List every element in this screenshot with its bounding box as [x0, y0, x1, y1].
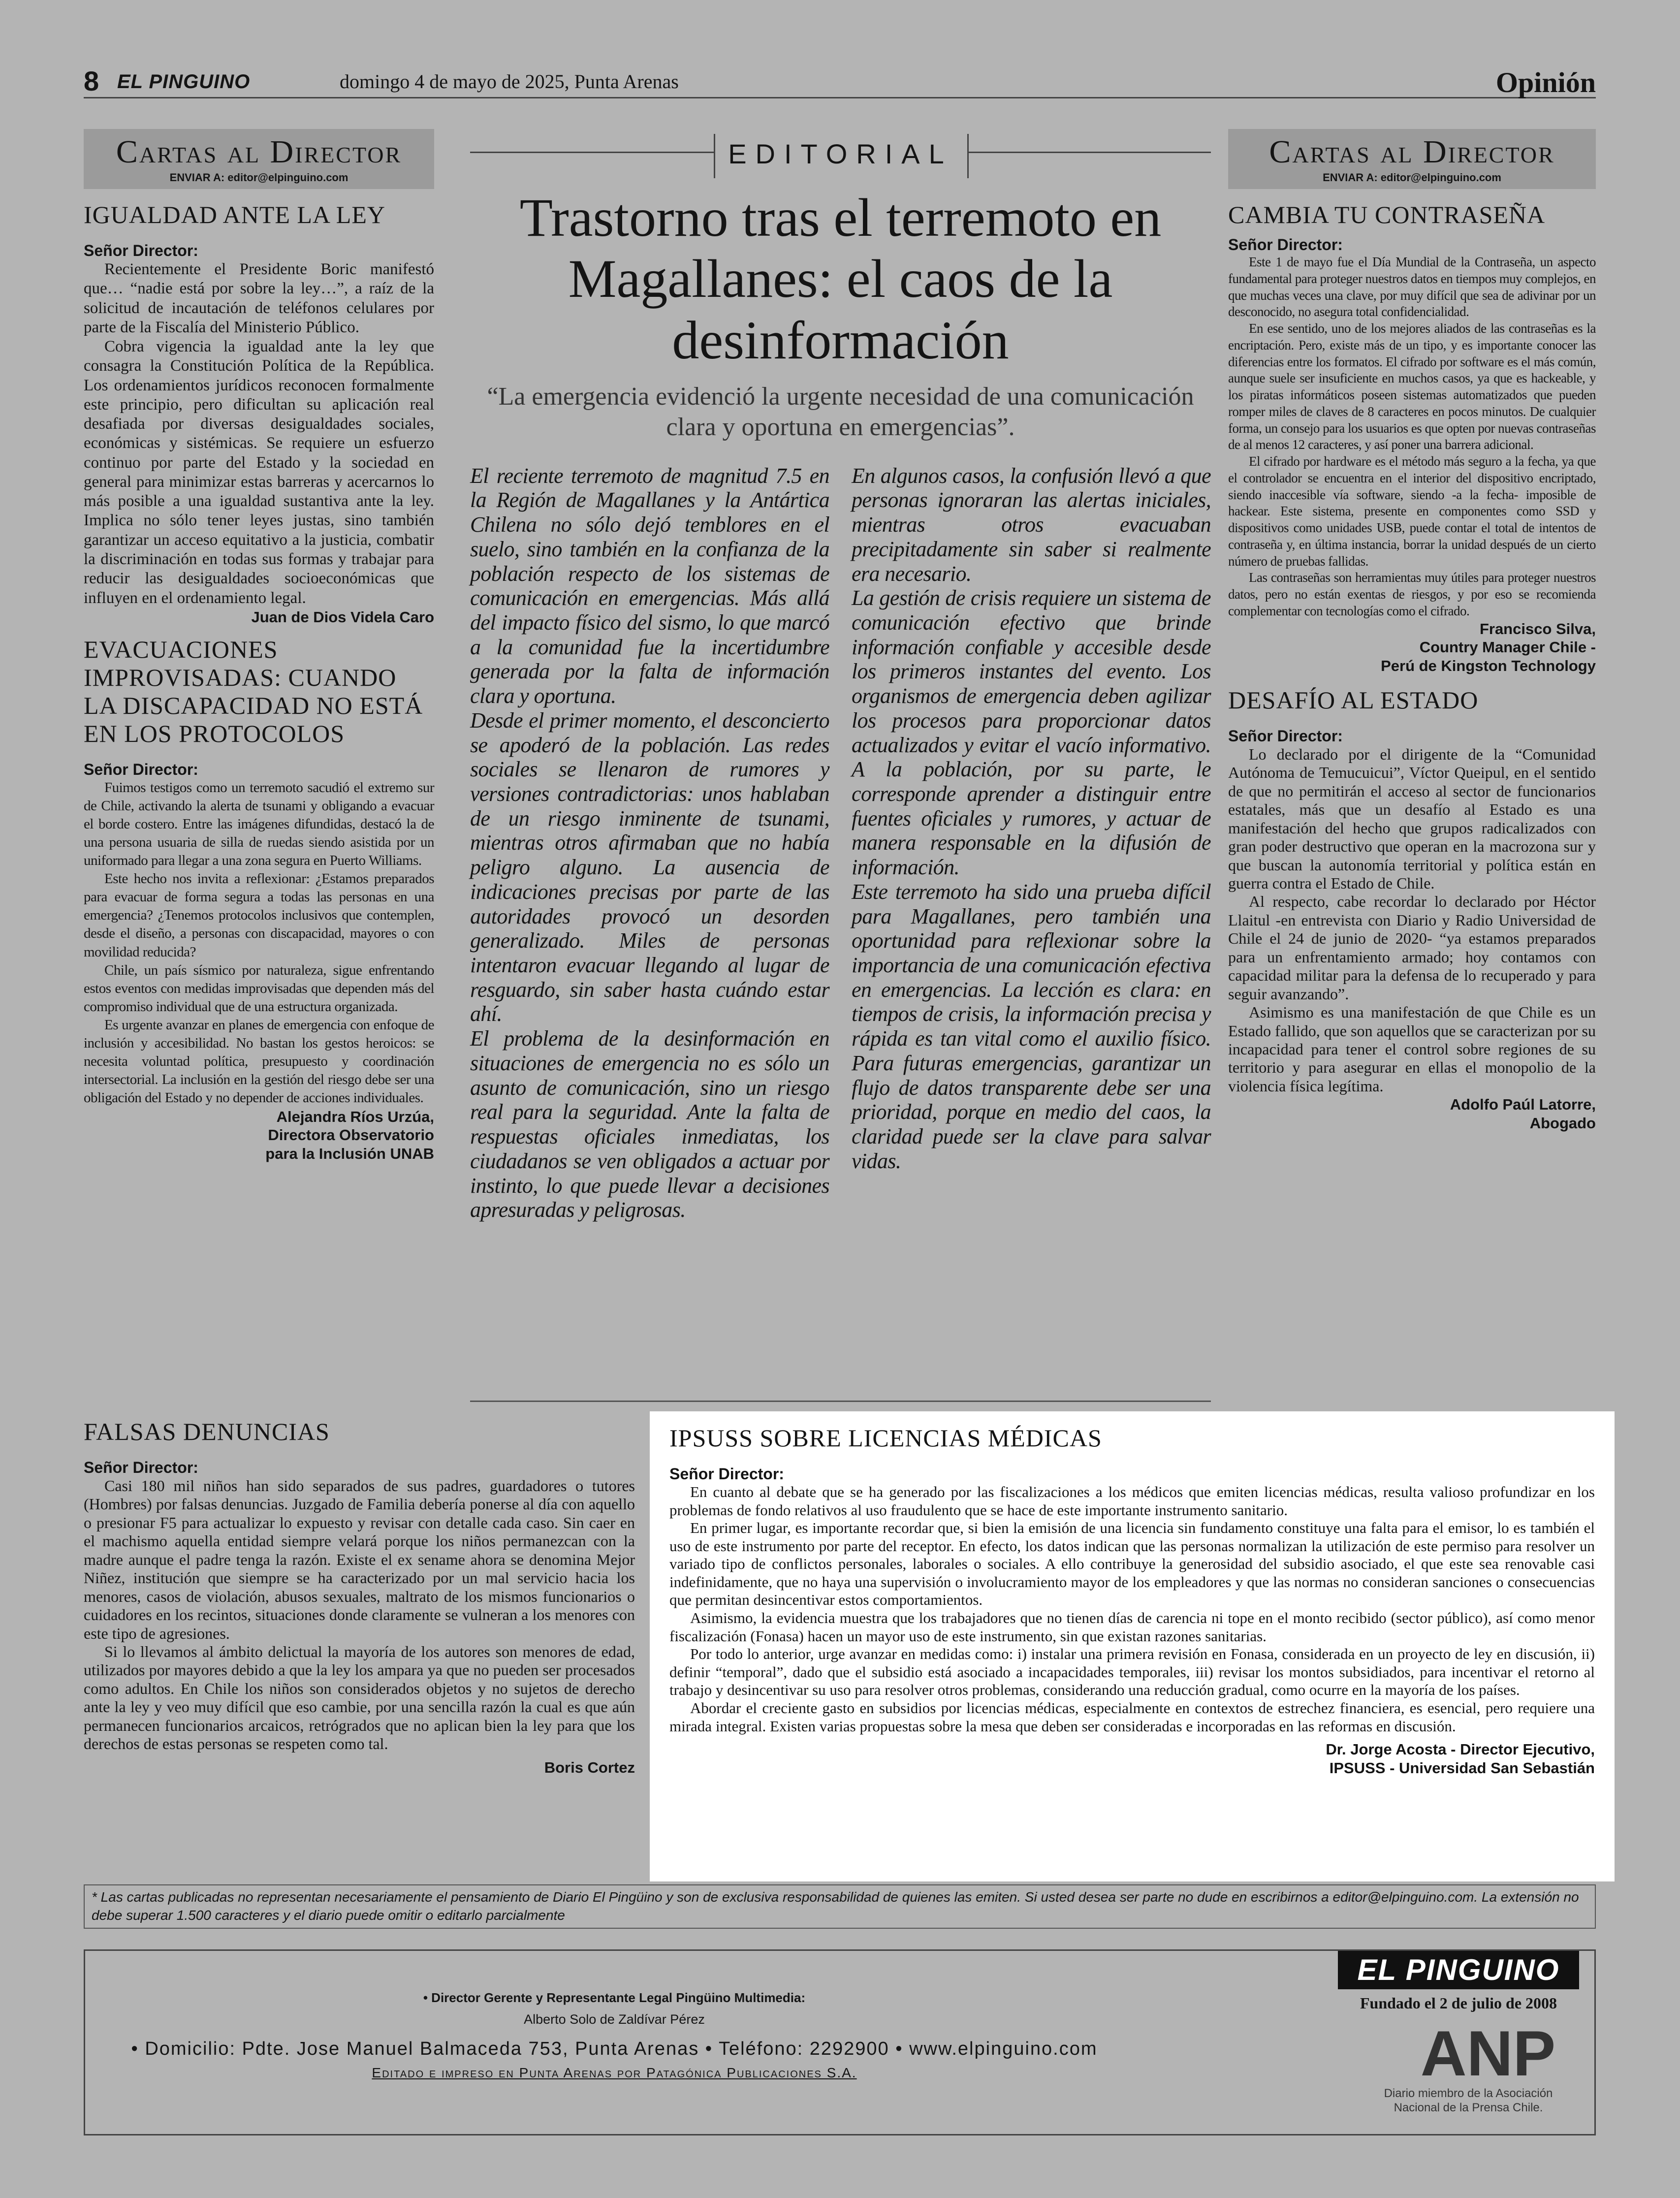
- footer-brand: EL PINGUINO: [1338, 1951, 1579, 1989]
- section-title: Opinión: [1495, 66, 1596, 98]
- letter-heading: DESAFÍO AL ESTADO: [1228, 686, 1479, 714]
- edited-line: Editado e impreso en Punta Arenas por Patagónica Publicaciones S.A.: [372, 2065, 857, 2080]
- letter-signature: [1228, 1095, 1596, 1133]
- page-header: [84, 65, 1596, 98]
- letter-paragraph: Al respecto, cabe recordar lo declarado por Héctor Llaitul -en entrevista con Diario y Radio Universidad de Chile el 24 de junio de 2020- “ya estamos preparados para un enfrentamiento armado; hoy contamos con capacidad militar para la defensa de lo recuperado y para seguir avanzando”.: [1228, 892, 1596, 1003]
- letter-paragraph: El cifrado por hardware es el método más seguro a la fecha, ya que el controlador se encuentra en el interior del dispositivo encriptado, siendo inaccesible vía software, siendo -a la fecha- imposible de hackear. Este sistema, presente en componentes como SSD y dispositivos como unidades USB, puede contar el total de intentos de contraseña y, en última instancia, borrar la unidad después de un cierto número de pruebas fallidas.: [1228, 454, 1596, 569]
- letter-falsas-denuncias: [84, 1418, 635, 1777]
- editorial-label-bar: [470, 129, 1211, 178]
- signature-line: Abogado: [1529, 1115, 1596, 1132]
- letter-paragraph: Es urgente avanzar en planes de emergencia con enfoque de inclusión y accesibilidad. No bastan los gestos heroicos: se necesita voluntad política, presupuesto y coordinación intersectorial. La inclusión en la gestión del riesgo debe ser una obligación del Estado y no depender de acciones individuales.: [84, 1017, 434, 1106]
- divider: [714, 134, 715, 178]
- page-number: 8: [84, 65, 99, 96]
- letter-paragraph: Recientemente el Presidente Boric manifestó que… “nadie está por sobre la ley…”, a raíz de la solicitud de incautación de teléfonos celulares por parte de la Fiscalía del Ministerio Público.: [84, 260, 434, 336]
- letter-paragraph: Este hecho nos invita a reflexionar: ¿Estamos preparados para evacuar de forma segura a todas las personas en una emergencia? ¿Tenemos protocolos inclusivos que contemplen, desde el diseño, a personas con discapacidad, mayores o con movilidad reducida?: [84, 871, 434, 960]
- anp-logo: [1399, 2014, 1577, 2088]
- letter-heading: EVACUACIONES IMPROVISADAS: CUANDO LA DISCAPACIDAD NO ESTÁ EN LOS PROTOCOLOS: [84, 635, 423, 747]
- right-letters-column: [1228, 129, 1596, 1133]
- divider: [967, 134, 969, 178]
- editorial-title: Trastorno tras el terremoto en Magallanes: el caos de la desinformación: [519, 188, 1162, 370]
- disclaimer-note: * Las cartas publicadas no representan necesariamente el pensamiento de Diario El Pingüino y son de exclusiva responsabilidad de quienes las emiten. Si usted desea ser parte no dude en escribirnos a editor@elpinguino.com. La extensión no debe superar 1.500 caracteres y el diario puede omitir o editarlo parcialmente: [84, 1884, 1596, 1929]
- editorial-paragraph: La gestión de crisis requiere un sistema de comunicación efectivo que brinde información confiable y accesible desde los primeros instantes del evento. Los organismos de emergencia deben agilizar los procesos para proporcionar datos actualizados y evitar el vacío informativo. A la población, por su parte, le corresponde aprender a distinguir entre fuentes oficiales y rumores, y actuar de manera responsable en la difusión de información.: [852, 586, 1211, 880]
- editorial-column: [470, 464, 829, 1222]
- editorial-columns: [470, 464, 1211, 1222]
- letters-email: ENVIAR A: editor@elpinguino.com: [169, 171, 349, 184]
- letter-body: [1228, 254, 1596, 620]
- letter-signature: [84, 1108, 434, 1163]
- letter-body: [1228, 745, 1596, 1095]
- director-label: • Director Gerente y Representante Legal Pingüino Multimedia:: [423, 1990, 806, 2005]
- letter-signature: Boris Cortez: [544, 1758, 635, 1776]
- letter-salutation: Señor Director:: [669, 1465, 784, 1483]
- letter-salutation: Señor Director:: [1228, 727, 1343, 745]
- left-letters-column: [84, 129, 434, 1163]
- letter-salutation: Señor Director:: [84, 1459, 198, 1476]
- letter-paragraph: Las contraseñas son herramientas muy útiles para proteger nuestros datos, pero no están exentas de riesgos, y por eso se recomienda complementar con tecnologías como el cifrado.: [1228, 570, 1596, 618]
- letter-paragraph: Por todo lo anterior, urge avanzar en medidas como: i) instalar una primera revisión en Fonasa, considerada en un proyecto de ley en discusión, ii) definir “temporal”, dado que el subsidio está asociado a incapacidades temporales, iii) revisar los montos subsidiados, para incentivar el retorno al trabajo y desincentivar su uso para resolver otros problemas, considerando una reducción gradual, como ocurre en la mayoría de los países.: [669, 1645, 1595, 1699]
- signature-line: Directora Observatorio: [268, 1126, 434, 1144]
- letter-body: [84, 260, 434, 608]
- signature-line: Francisco Silva,: [1479, 620, 1596, 637]
- letter-signature: [669, 1740, 1595, 1778]
- editorial-bottom-rule: [470, 1401, 1211, 1402]
- letter-heading: FALSAS DENUNCIAS: [84, 1418, 330, 1445]
- letter-salutation: Señor Director:: [1228, 236, 1343, 254]
- editorial-paragraph: Desde el primer momento, el desconcierto se apoderó de la población. Las redes sociales se llenaron de rumores y versiones contradictorias: unos hablaban de un riesgo inminente de tsunami, mientras otros afirmaban que no había peligro alguno. La ausencia de indicaciones precisas por parte de las autoridades provocó un desorden generalizado. Miles de personas intentaron evacuar llegando al lugar de resguardo, sin saber hasta cuándo estar ahí.: [470, 708, 829, 1026]
- signature-line: IPSUSS - Universidad San Sebastián: [1329, 1759, 1595, 1777]
- letter-paragraph: Abordar el creciente gasto en subsidios por licencias médicas, especialmente en contextos de estrechez financiera, es esencial, pero requiere una mirada integral. Existen varias propuestas sobre la mesa que deben ser consideradas e incorporadas en las reformas en discusión.: [669, 1699, 1595, 1735]
- editorial-label: EDITORIAL: [728, 138, 953, 169]
- date-line: domingo 4 de mayo de 2025, Punta Arenas: [340, 70, 679, 93]
- letter-paragraph: Este 1 de mayo fue el Día Mundial de la Contraseña, un aspecto fundamental para proteger nuestros datos en tiempos muy complejos, en que muchas veces una clave, por muy difícil que sea de adivinar por un desconocido, no asegura total confidencialidad.: [1228, 255, 1596, 319]
- letter-paragraph: Cobra vigencia la igualdad ante la ley que consagra la Constitución Política de la República. Los ordenamientos jurídicos reconocen formalmente este principio, pero dificultan su aplicación real desafiada por diversas desigualdades sociales, económicas y sistémicas. Se requiere un esfuerzo continuo por parte del Estado y la sociedad en general para minimizar estas barreras y acercarnos lo más posible a una igualdad sustantiva ante la ley. Implica no sólo tener leyes justas, sino también garantizar un acceso equitativo a la justicia, combatir la discriminación en todas sus formas y trabajar para reducir las desigualdades socioeconómicas que influyen en el ordenamiento legal.: [84, 338, 434, 607]
- letter-paragraph: En primer lugar, es importante recordar que, si bien la emisión de una licencia sin fundamento constituye una falta para el emisor, lo es también el uso de este instrumento por parte del receptor. En efecto, los datos indican que las personas normalizan la utilización de este permiso para resolver un variado tipo de conflictos personales, laborales o sociales. A ello contribuye la generosidad del subsidio asociado, el que este sea renovable casi indefinidamente, que no haya una supervisión o involucramiento mayor de los empleadores y que las normas no consideran sanciones o consecuencias que permitan desincentivar estos comportamientos.: [669, 1519, 1595, 1609]
- letters-title-box: [1228, 129, 1596, 189]
- letter-paragraph: Si lo llevamos al ámbito delictual la mayoría de los autores son menores de edad, utilizados por mayores debido a que la ley los ampara ya que no pueden ser procesados como adultos. En Chile los niños son considerados objetos y no sujetos de derecho ante la ley y veo muy difícil que eso cambie, por una sencilla razón la cual es que aún permanecen funcionarios arcaicos, retrógrados que no aplican bien la ley para que los derechos de estas personas se respeten como tal.: [84, 1642, 635, 1753]
- letter-paragraph: En ese sentido, uno de los mejores aliados de las contraseñas es la encriptación. Pero, existe más de un tipo, y es importante conocer las diferencias entre los formatos. El cifrado por software es el más común, aunque suele ser insuficiente en muchos casos, ya que es hackeable, y los piratas informáticos poseen sistemas automatizados que pueden romper miles de claves de 8 caracteres en pocos minutos. De cualquier forma, un consejo para los usuarios es que opten por nuevas contraseñas de al menos 12 caracteres, y así poner una barrera adicional.: [1228, 321, 1596, 452]
- letter-salutation: Señor Director:: [84, 760, 198, 778]
- letter-ipsuss: [650, 1411, 1615, 1881]
- signature-line: para la Inclusión UNAB: [265, 1145, 434, 1163]
- signature-line: Perú de Kingston Technology: [1381, 657, 1596, 675]
- signature-line: Adolfo Paúl Latorre,: [1450, 1096, 1596, 1114]
- address-line: • Domicilio: Pdte. Jose Manuel Balmaceda 753, Punta Arenas • Teléfono: 2292900 • www.elpinguino.com: [131, 2039, 1098, 2059]
- letter-heading: IPSUSS SOBRE LICENCIAS MÉDICAS: [669, 1424, 1102, 1452]
- letter-signature: [1228, 620, 1596, 675]
- director-name: Alberto Solo de Zaldívar Pérez: [524, 2012, 705, 2027]
- letters-title-box: [84, 129, 434, 189]
- letter-body: [669, 1483, 1595, 1735]
- editorial-subtitle: “La emergencia evidenció la urgente necesidad de una comunicación clara y oportuna en emergencias”.: [487, 382, 1194, 442]
- founded-line: Fundado el 2 de julio de 2008: [1360, 1994, 1557, 2012]
- letters-title: Cartas al Director: [116, 134, 402, 170]
- footer-box: [84, 1949, 1596, 2135]
- letter-body: [84, 779, 434, 1108]
- letter-paragraph: Chile, un país sísmico por naturaleza, sigue enfrentando estos eventos con medidas improvisadas que dependen más del compromiso individual que de una estructura organizada.: [84, 962, 434, 1015]
- letter-heading: CAMBIA TU CONTRASEÑA: [1228, 201, 1546, 228]
- signature-line: Alejandra Ríos Urzúa,: [276, 1108, 434, 1125]
- letter-heading: IGUALDAD ANTE LA LEY: [84, 201, 385, 228]
- letter-paragraph: Casi 180 mil niños han sido separados de sus padres, guardadores o tutores (Hombres) por falsas denuncias. Juzgado de Familia debería ponerse al día con aquello o presionar F5 para actualizar lo expuesto y revisar con detalle cada caso. Sin caer en el machismo aquella entidad siempre velará porque los niños permanezcan con la madre aunque el padre tenga la razón. Existe el ex sename ahora se denomina Mejor Niñez, institución que siempre se ha caracterizado por un mal servicio hacia los menores, casos de violación, abusos sexuales, maltrato de los mismos funcionarios o cuidadores en los recintos, situaciones donde claramente se vulneran a los menores con este tipo de agresiones.: [84, 1477, 635, 1642]
- anp-logo-text: ANP: [1420, 2017, 1556, 2088]
- letter-body: [84, 1477, 635, 1753]
- letters-title: Cartas al Director: [1269, 134, 1555, 170]
- editorial-paragraph: El reciente terremoto de magnitud 7.5 en la Región de Magallanes y la Antártica Chilena no sólo dejó temblores en el suelo, sino también en la confianza de la población respecto de los sistemas de comunicación en emergencias. Más allá del impacto físico del sismo, lo que marcó a la comunidad fue la incertidumbre generada por la falta de información clara y oportuna.: [470, 463, 829, 708]
- letter-paragraph: En cuanto al debate que se ha generado por las fiscalizaciones a los médicos que emiten licencias médicas, resulta valioso profundizar en los problemas de fondo relativos al uso fraudulento que se hace de este importante instrumento sanitario.: [669, 1483, 1595, 1519]
- editorial-paragraph: Este terremoto ha sido una prueba difícil para Magallanes, pero también una oportunidad para reflexionar sobre la importancia de una comunicación efectiva en emergencias. La lección es clara: en tiempos de crisis, la información precisa y rápida es tan vital como el auxilio físico. Para futuras emergencias, garantizar un flujo de datos transparente debe ser una prioridad, porque en medio del caos, la claridad puede ser la clave para salvar vidas.: [852, 879, 1211, 1173]
- letter-paragraph: Asimismo es una manifestación de que Chile es un Estado fallido, que son aquellos que se caracterizan por su incapacidad para tener el control sobre regiones de su territorio y para asegurar en ellas el monopolio de la violencia física legítima.: [1228, 1003, 1596, 1095]
- editorial: [470, 129, 1211, 1222]
- editorial-paragraph: En algunos casos, la confusión llevó a que personas ignoraran las alertas iniciales, mientras otros evacuaban precipitadamente sin saber si realmente era necesario.: [852, 463, 1211, 586]
- anp-caption: Diario miembro de la Asociación Nacional de la Prensa Chile.: [1384, 2087, 1553, 2114]
- letter-paragraph: Lo declarado por el dirigente de la “Comunidad Autónoma de Temucuicui”, Víctor Queipul, en el sentido de que no permitirán el acceso al sector de funcionarios estatales, más que un desafío al Estado es una manifestación del hecho que grupos radicalizados con gran poder destructivo que operan en la macrozona sur y que buscan la autonomía territorial y política están en guerra contra el Estado de Chile.: [1228, 745, 1596, 892]
- signature-line: Dr. Jorge Acosta - Director Ejecutivo,: [1326, 1741, 1595, 1758]
- letter-salutation: Señor Director:: [84, 242, 198, 259]
- signature-line: Country Manager Chile -: [1419, 638, 1596, 656]
- letter-paragraph: Asimismo, la evidencia muestra que los trabajadores que no tienen días de carencia ni tope en el monto recibido (sector público), así como menor fiscalización (Fonasa) hacen un mayor uso de este instrumento, sin que existan razones sanitarias.: [669, 1609, 1595, 1645]
- divider: [470, 152, 714, 153]
- divider: [967, 152, 1211, 153]
- letters-email: ENVIAR A: editor@elpinguino.com: [1323, 171, 1501, 184]
- letter-paragraph: Fuimos testigos como un terremoto sacudió el extremo sur de Chile, activando la alerta de tsunami y obligando a evacuar el borde costero. Entre las imágenes difundidas, destacó la de una persona usuaria de silla de ruedas siendo asistida por un uniformado para llegar a una zona segura en Puerto Williams.: [84, 779, 434, 869]
- editorial-column: [852, 464, 1211, 1222]
- editorial-paragraph: El problema de la desinformación en situaciones de emergencia no es sólo un asunto de comunicación, sino un riesgo real para la seguridad. Ante la falta de respuestas oficiales inmediatas, los ciudadanos se ven obligados a actuar por instinto, lo que puede llevar a decisiones apresuradas y peligrosas.: [470, 1026, 829, 1222]
- letter-signature: Juan de Dios Videla Caro: [251, 608, 434, 626]
- masthead-logo: EL PINGUINO: [117, 71, 251, 93]
